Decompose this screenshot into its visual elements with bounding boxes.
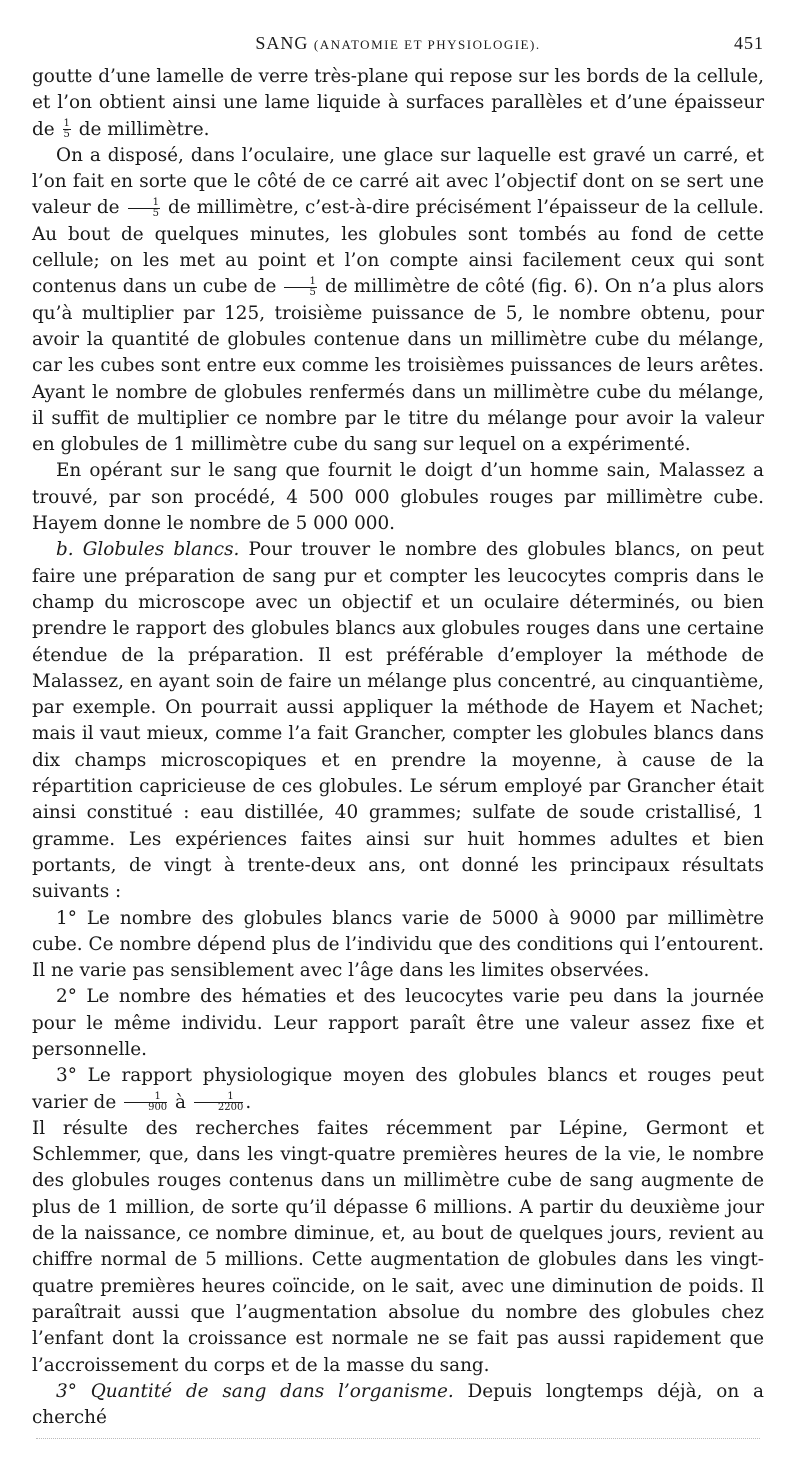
paragraph-malassez-count: En opérant sur le sang que fournit le doigt d’un homme sain, Malassez a trouvé, par son procédé, 4 500 000 globules rouges par millimètre cube. Hayem donne le nombre de 5 000 000. — [32, 460, 764, 535]
section-label-globules-blancs: b. Globules blancs. — [56, 539, 240, 561]
paragraph-blood-quantity — [32, 1379, 764, 1432]
fraction-one-2200 — [194, 1092, 243, 1113]
fraction-numerator: 1 — [194, 1092, 243, 1103]
fraction-one-fifth — [128, 198, 160, 219]
paragraph-counting-method — [32, 143, 764, 459]
footer-rule — [36, 1438, 760, 1439]
paragraph-text: Depuis longtemps déjà, on a cherché — [32, 1380, 764, 1429]
paragraph-white-globules — [32, 537, 764, 905]
fraction-denominator: 2200 — [217, 1102, 244, 1114]
header-title-main: SANG — [255, 33, 309, 53]
page-number: 451 — [734, 33, 764, 53]
paragraph-text: Pour trouver le nombre des globules blancs, on peut faire une préparation de sang pur et compter les leucocytes compris dans le champ du microscope avec un objectif et un oculaire déterminés, ou bien prendre le rapport des globules blancs aux globules rouges dans une certaine étendue de la préparation. Il est préférable d’employer la méthode de Malassez, en ayant soin de faire un mélange plus concentré, au cinquantième, par exemple. On pourrait aussi appliquer la méthode de Hayem et Nachet; mais il vaut mieux, comme l’a fait Grancher, compter les globules blancs dans dix champs microscopiques et en prendre la moyenne, à cause de la répartition capricieuse de ces globules. Le sérum employé par Grancher était ainsi constitué : eau distillée, 40 grammes; sulfate de soude cristallisé, 1 gramme. Les expériences faites ainsi sur huit hommes adultes et bien portants, de vingt à trente-deux ans, ont donné les principaux résultats suivants : — [32, 539, 764, 903]
fraction-numerator: 1 — [284, 277, 316, 288]
paragraph-text: On a disposé, dans l’oculaire, une glace sur laquelle est gravé un carré, et l’on fait en sorte que le côté de ce carré ait avec l’objectif dont on se sert une valeur de — [32, 144, 764, 219]
fraction-one-fifth — [284, 277, 316, 298]
paragraph-text: de millimètre de côté (fig. 6). On n’a plus alors qu’à multiplier par 125, troisième puissance de 5, le nombre obtenu, pour avoir la quantité de globules contenue dans un millimètre cube du mélange, car les cubes sont entre eux comme les troisièmes puissances de leurs arêtes. Ayant le nombre de globules renfermés dans un millimètre cube du mélange, il suffit de multiplier ce nombre par le titre du mélange pour avoir la valeur en globules de 1 millimètre cube du sang sur lequel on a expérimenté. — [32, 276, 764, 456]
body-text — [32, 64, 764, 1431]
fraction-one-900 — [124, 1092, 167, 1113]
paragraph-text: à — [175, 1091, 186, 1113]
result-item-2: 2° Le nombre des hématies et des leucocytes varie peu dans la journée pour le même individu. Leur rapport paraît être une valeur assez fixe et personnelle. — [32, 986, 764, 1060]
running-header — [32, 30, 764, 60]
paragraph-cell-thickness — [32, 64, 764, 143]
fraction-numerator: 1 — [128, 198, 160, 209]
fraction-numerator: 1 — [124, 1092, 167, 1103]
paragraph-text: goutte d’une lamelle de verre très-plane qui repose sur les bords de la cellule, et l’on obtient ainsi une lame liquide à surfaces parallèles et d’une épaisseur de — [32, 66, 764, 140]
header-subtitle: (ANATOMIE ET PHYSIOLOGIE). — [313, 37, 541, 52]
section-label-quantite-de-sang: 3° Quantité de sang dans l’organisme. — [56, 1380, 454, 1402]
fraction-denominator: 900 — [148, 1102, 168, 1114]
paragraph-text: de millimètre. — [78, 118, 210, 140]
fraction-one-fifth — [63, 119, 71, 140]
fraction-denominator: 5 — [309, 286, 316, 298]
fraction-denominator: 5 — [63, 129, 70, 141]
result-item-3: 3° Le rapport physiologique moyen des globules blancs et rouges peut varier de $\frac{1}{900}$ à $\frac{1}{2200}$ . — [32, 1065, 764, 1114]
fraction-denominator: 5 — [152, 207, 159, 219]
result-item-1: 1° Le nombre des globules blancs varie de 5000 à 9000 par millimètre cube. Ce nombre dépend plus de l’individu que des conditions qui l’entourent. Il ne varie pas sensiblement avec l’âge dans les limites observées. — [32, 907, 764, 982]
fraction-numerator: 1 — [63, 118, 70, 130]
paragraph-text: de millimètre, c’est-à-dire précisément l’épaisseur de la cellule. Au bout de quelques minutes, les globules sont tombés au fond de cette cellule; on les met au point et l’on compte ainsi facilement ceux qui sont contenus dans un cube de — [32, 197, 764, 298]
header-title — [32, 30, 764, 58]
paragraph-newborn-research: Il résulte des recherches faites récemment par Lépine, Germont et Schlemmer, que, dans les vingt-quatre premières heures de la vie, le nombre des globules rouges contenus dans un millimètre cube de sang augmente de plus de 1 million, de sorte qu’il dépasse 6 millions. A partir du deuxième jour de la naissance, ce nombre diminue, et, au bout de quelques jours, revient au chiffre normal de 5 millions. Cette augmentation de globules dans les vingt-quatre premières heures coïncide, on le sait, avec une diminution de poids. Il paraîtrait aussi que l’augmentation absolue du nombre des globules chez l’enfant dont la croissance est normale ne se fait pas aussi rapidement que l’accroissement du corps et de la masse du sang. — [32, 1117, 764, 1376]
paragraph-text: 3° Le rapport physiologique moyen des globules blancs et rouges peut varier de — [32, 1065, 764, 1113]
